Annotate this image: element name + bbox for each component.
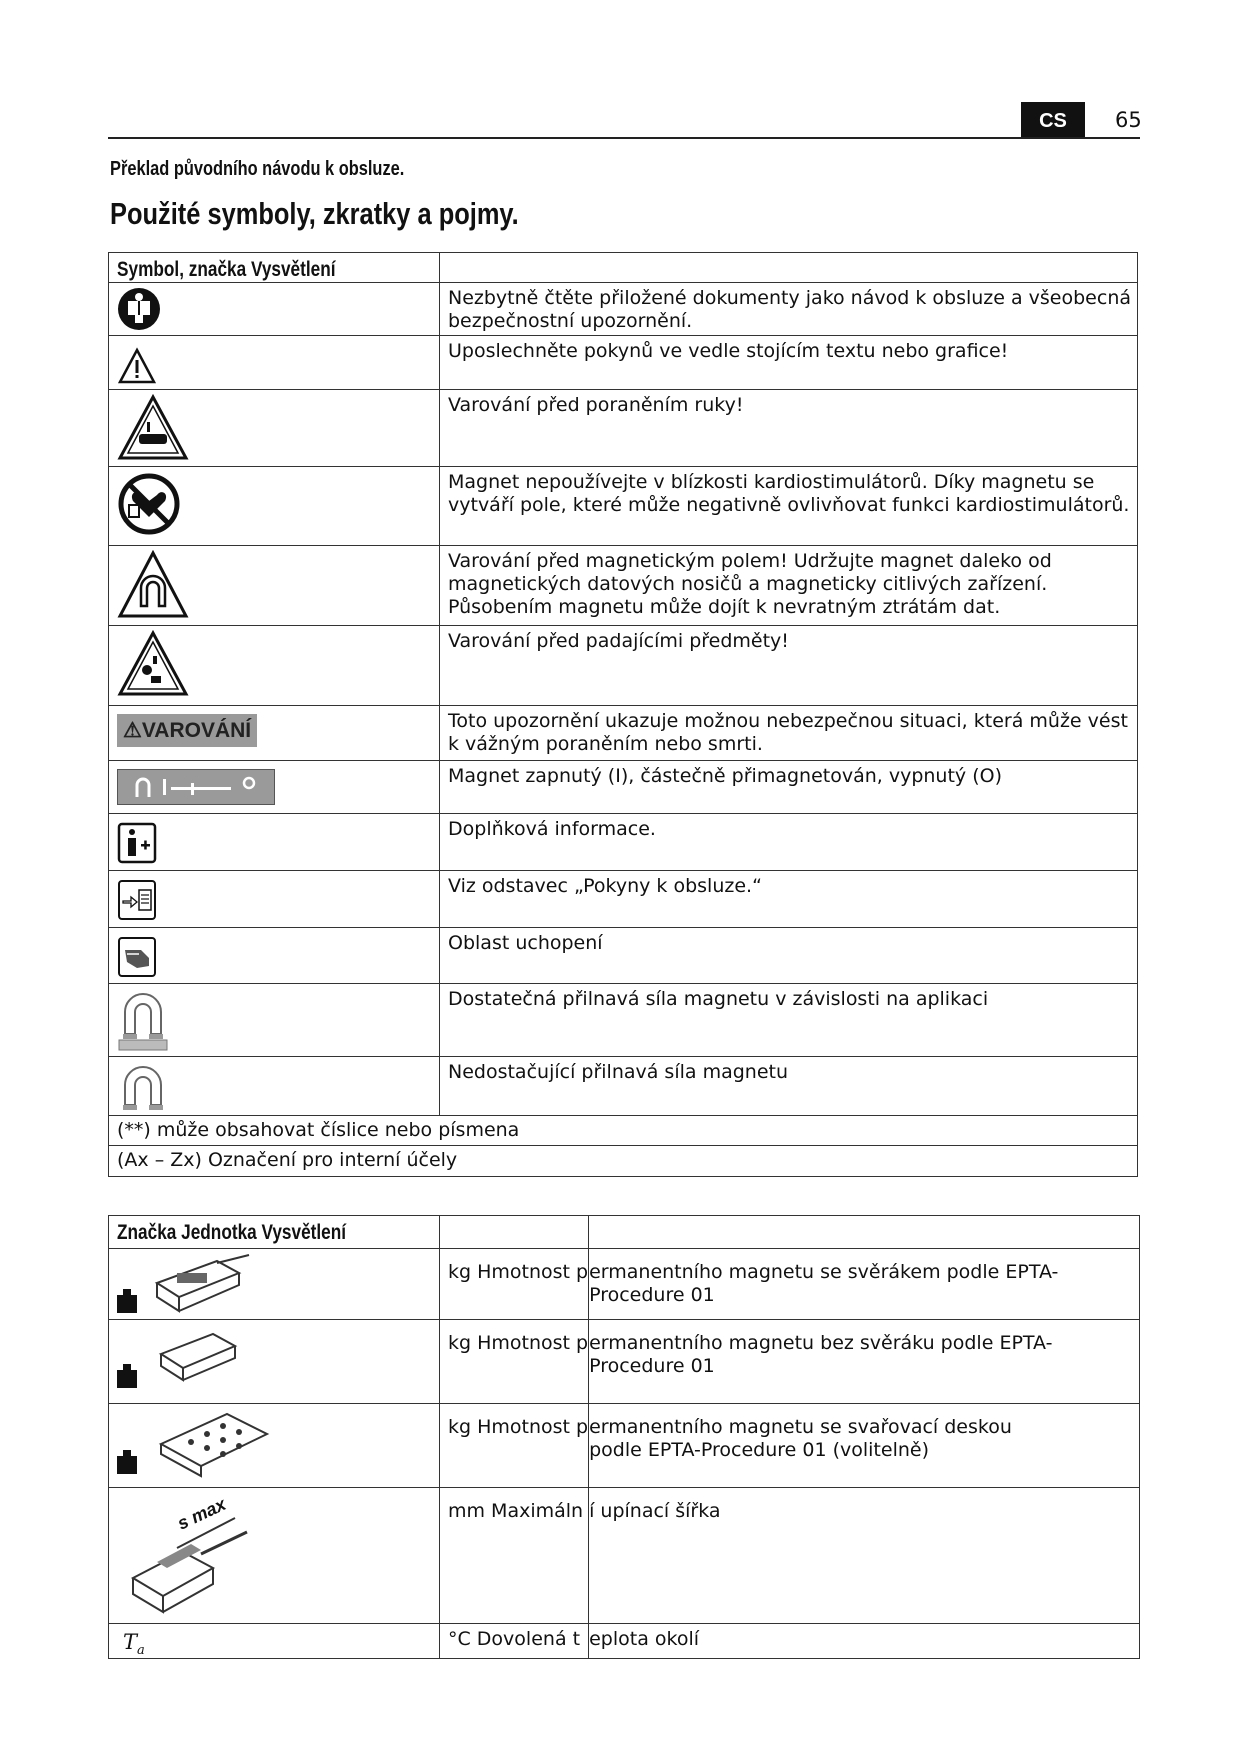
unit-cell: kg Hmotnost p — [440, 1320, 589, 1404]
symbol-description: Viz odstavec „Pokyny k obsluze.“ — [440, 871, 1138, 928]
table-row — [109, 1057, 1138, 1116]
table-row — [109, 546, 1138, 626]
symbol-description: Varování před padajícími předměty! — [440, 626, 1138, 706]
table-row — [109, 626, 1138, 706]
unit-cell: kg Hmotnost p — [440, 1404, 589, 1488]
table-header-row — [109, 1216, 1140, 1249]
warning-label-icon: ⚠VAROVÁNÍ — [117, 714, 257, 747]
page-title: Použité symboly, zkratky a pojmy. — [110, 196, 519, 231]
warning-triangle-icon — [117, 346, 157, 386]
table-row — [109, 1488, 1140, 1624]
table-row — [109, 761, 1138, 814]
language-badge: CS — [1021, 102, 1085, 137]
table-row — [109, 1624, 1140, 1659]
no-pacemaker-icon — [117, 471, 181, 537]
table-row — [109, 336, 1138, 390]
symbol-description: Oblast uchopení — [440, 928, 1138, 984]
table-row — [109, 984, 1138, 1057]
symbols-table — [108, 252, 1138, 1177]
ambient-temperature-symbol: $T_a$ — [109, 1624, 440, 1659]
symbol-description: Uposlechněte pokynů ve vedle stojícím textu nebo grafice! — [440, 336, 1138, 390]
svg-text:s max: s max — [174, 1493, 229, 1534]
hand-injury-warning-icon — [117, 394, 189, 462]
unit-description: ermanentního magnetu bez svěráku podle EPTA- Procedure 01 — [589, 1320, 1140, 1404]
footnote-row — [109, 1116, 1138, 1146]
unit-cell: mm Maximáln — [440, 1488, 589, 1624]
table-row — [109, 1404, 1140, 1488]
unit-description: ermanentního magnetu se svěrákem podle EPTA- Procedure 01 — [589, 1249, 1140, 1320]
table-row — [109, 1249, 1140, 1320]
clamping-width-icon — [117, 1492, 257, 1620]
units-table — [108, 1215, 1140, 1659]
table-row — [109, 814, 1138, 871]
symbol-description: Dostatečná přilnavá síla magnetu v závislosti na aplikaci — [440, 984, 1138, 1057]
header-divider — [108, 137, 1140, 139]
info-plus-icon — [117, 822, 157, 864]
magnet-switch-icon — [117, 769, 275, 805]
unit-cell: kg Hmotnost p — [440, 1249, 589, 1320]
table-header-row — [109, 253, 1138, 283]
weight-magnet-icon — [117, 1324, 257, 1394]
table-header-cell: Symbol, značka Vysvětlení — [109, 253, 440, 283]
symbol-description: Varování před poraněním ruky! — [440, 390, 1138, 467]
table-row — [109, 467, 1138, 546]
symbol-description: Magnet nepoužívejte v blízkosti kardiostimulátorů. Díky magnetu se vytváří pole, které může negativně ovlivňovat funkci kardiostimulátorů. — [440, 467, 1138, 546]
document-subtitle: Překlad původního návodu k obsluze. — [110, 158, 405, 180]
magnet-sufficient-force-icon — [117, 990, 169, 1052]
symbol-description: Doplňková informace. — [440, 814, 1138, 871]
symbol-description: Nedostačující přilnavá síla magnetu — [440, 1057, 1138, 1116]
table-row — [109, 1320, 1140, 1404]
symbol-description: Magnet zapnutý (I), částečně přimagnetován, vypnutý (O) — [440, 761, 1138, 814]
page-number: 65 — [1115, 108, 1142, 132]
table-header-cell: Značka Jednotka Vysvětlení — [109, 1216, 440, 1249]
footnote: (Ax – Zx) Označení pro interní účely — [109, 1146, 1138, 1177]
falling-objects-warning-icon — [117, 630, 189, 698]
symbol-description: Nezbytně čtěte přiložené dokumenty jako návod k obsluze a všeobecná bezpečnostní upozornění. — [440, 283, 1138, 336]
grip-area-icon — [117, 936, 157, 978]
symbol-description: Toto upozornění ukazuje možnou nebezpečnou situaci, která může vést k vážným poraněním nebo smrti. — [440, 706, 1138, 761]
table-row — [109, 706, 1138, 761]
unit-description: ermanentního magnetu se svařovací deskou podle EPTA-Procedure 01 (volitelně) — [589, 1404, 1140, 1488]
unit-description: í upínací šířka — [589, 1488, 1140, 1624]
table-row — [109, 871, 1138, 928]
weight-vise-magnet-icon — [117, 1253, 257, 1317]
magnet-insufficient-force-icon — [117, 1063, 169, 1113]
unit-description: eplota okolí — [589, 1624, 1140, 1659]
read-manual-icon — [117, 287, 161, 331]
symbol-description: Varování před magnetickým polem! Udržujte magnet daleko od magnetických datových nosičů a magneticky citlivých zařízení. Působením magnetu může dojít k nevratným ztrátám dat. — [440, 546, 1138, 626]
unit-cell: °C Dovolená t — [440, 1624, 589, 1659]
magnetic-field-warning-icon — [117, 550, 189, 620]
footnote: (**) může obsahovat číslice nebo písmena — [109, 1116, 1138, 1146]
weight-welding-plate-icon — [117, 1408, 277, 1480]
table-row — [109, 390, 1138, 467]
table-row — [109, 928, 1138, 984]
table-row — [109, 283, 1138, 336]
see-section-icon — [117, 879, 157, 921]
footnote-row — [109, 1146, 1138, 1177]
